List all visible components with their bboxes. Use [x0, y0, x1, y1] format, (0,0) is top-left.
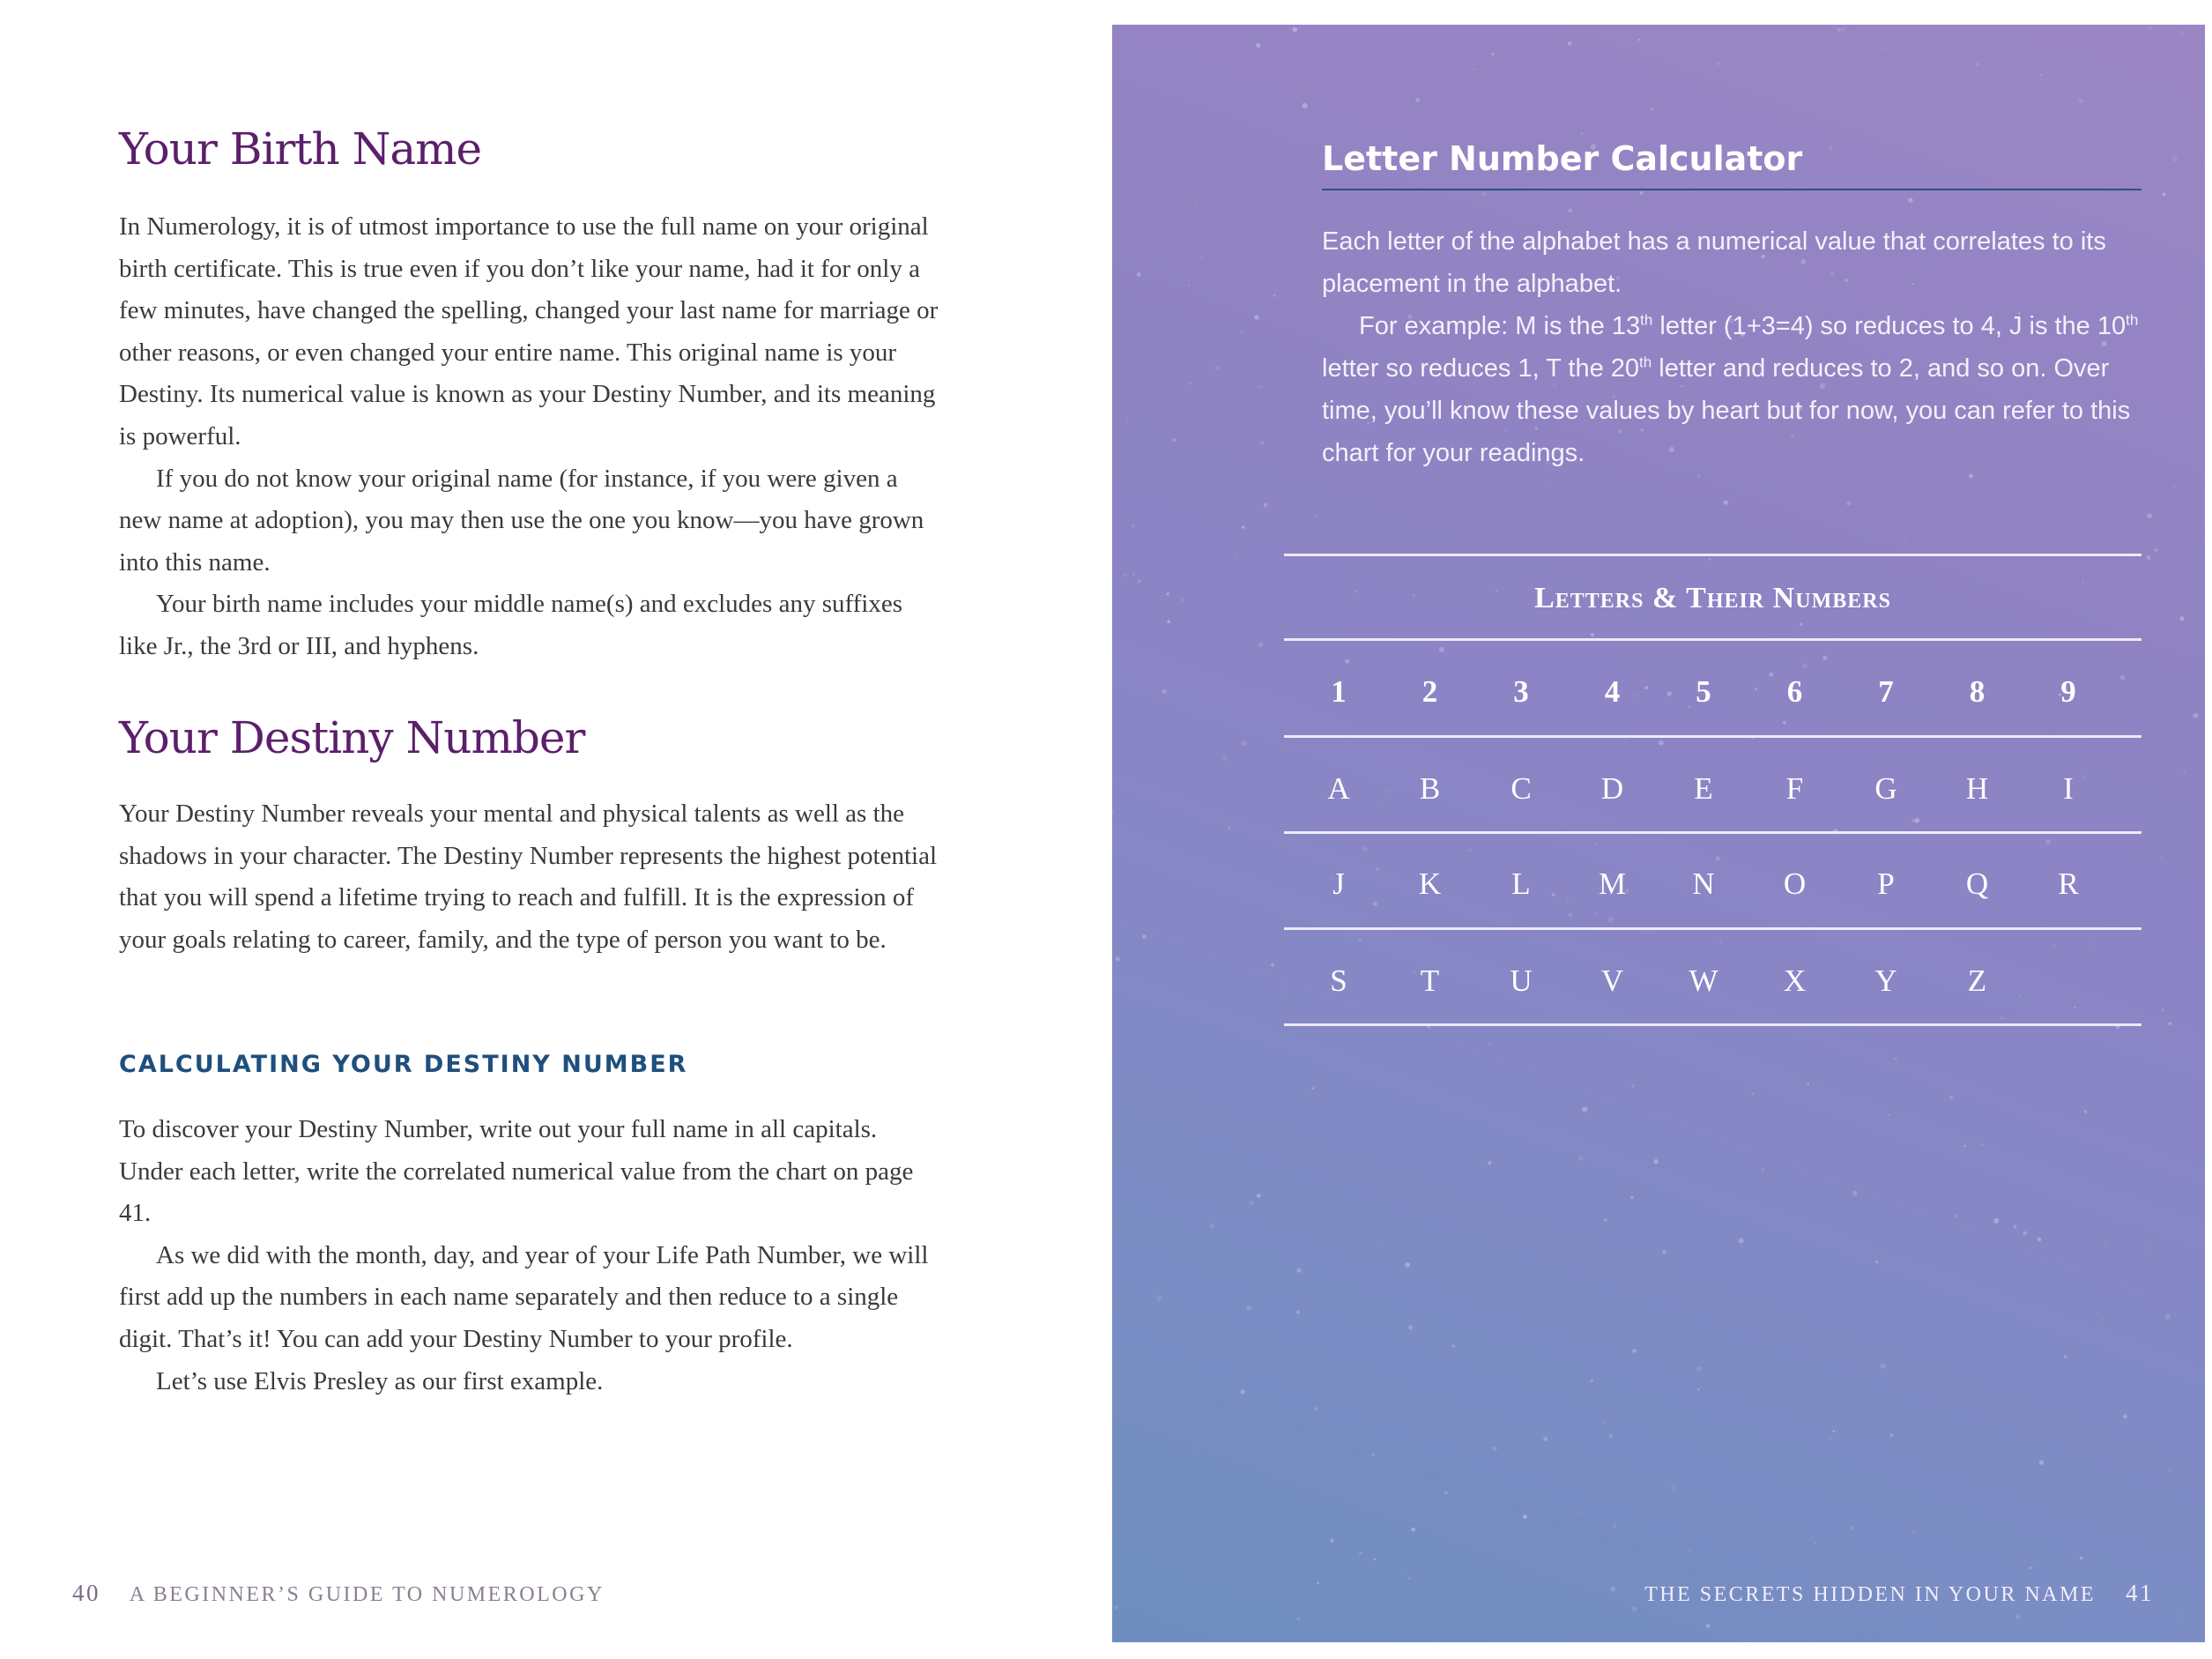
star-dot [1882, 48, 1883, 49]
star-dot [1246, 1306, 1251, 1311]
book-title-folio: A BEGINNER’S GUIDE TO NUMEROLOGY [129, 1583, 605, 1606]
star-dot [1156, 1296, 1162, 1301]
star-dot [1719, 941, 1721, 943]
star-dot [1581, 132, 1583, 134]
star-dot [2080, 1557, 2082, 1559]
star-dot [1258, 643, 1263, 647]
star-dot [2013, 1225, 2016, 1229]
star-dot [2015, 1615, 2020, 1619]
star-dot [1481, 192, 1486, 197]
star-dot [2023, 1231, 2027, 1236]
star-dot [1981, 1144, 1983, 1146]
letter-cell: J [1332, 867, 1345, 901]
star-dot [2064, 1355, 2067, 1358]
number-cell: 4 [1604, 674, 1621, 709]
star-dot [1697, 1388, 1700, 1391]
calculating-body [119, 1109, 943, 1402]
star-dot [1580, 1513, 1582, 1514]
star-dot [1362, 846, 1368, 852]
star-dot [1632, 1606, 1637, 1611]
star-dot [1852, 1191, 1858, 1196]
chart-rule-top [1284, 554, 2141, 556]
letter-row [1284, 858, 2141, 911]
star-dot [1908, 198, 1912, 203]
star-dot [1315, 516, 1317, 517]
star-dot [1591, 633, 1594, 636]
star-dot [1602, 1420, 1606, 1424]
star-dot [1783, 721, 1786, 725]
letter-cell: H [1965, 771, 1989, 806]
calc-paragraph-2: As we did with the month, day, and year of your Life Path Number, we will first add up the numbers in each name separately and then reduce to a single digit. That’s it! You can add your Destiny Number to your profile. [119, 1240, 929, 1353]
star-dot [1976, 63, 1979, 66]
destiny-number-heading: Your Destiny Number [119, 712, 585, 763]
star-dot [1181, 599, 1184, 601]
star-dot [1235, 554, 1236, 556]
star-dot [1444, 1491, 1448, 1494]
star-dot [2084, 1110, 2087, 1112]
star-dot [2168, 1022, 2171, 1025]
letter-cell: N [1692, 867, 1715, 901]
star-dot [1724, 500, 1728, 504]
star-dot [2149, 1247, 2151, 1249]
star-dot [1249, 1201, 1254, 1206]
chart-row-rule [1284, 831, 2141, 834]
star-dot [1228, 826, 1231, 830]
star-dot [1568, 41, 1571, 45]
star-dot [1194, 201, 1196, 203]
star-dot [1822, 656, 1827, 660]
chart-row-rule [1284, 1023, 2141, 1026]
star-dot [1596, 843, 1598, 844]
star-dot [2123, 1414, 2127, 1418]
star-dot [1596, 913, 1598, 915]
star-dot [1659, 740, 1664, 746]
star-dot [1242, 740, 1247, 746]
star-dot [1842, 28, 1845, 31]
right-page-panel [1112, 25, 2205, 1642]
star-dot [1604, 1218, 1607, 1221]
star-dot [1640, 191, 1644, 195]
star-dot [1662, 1250, 1666, 1254]
letter-row [1284, 763, 2141, 815]
star-dot [1911, 820, 1914, 822]
star-dot [1138, 579, 1141, 583]
letter-cell: U [1510, 963, 1533, 998]
birth-name-heading: Your Birth Name [119, 123, 482, 175]
calculator-example-paragraph: For example: M is the 13th letter (1+3=4) so reduces to 4, J is the 10th letter so reduces 1, T the 20th letter and reduces to 2, and so on. Over time, you’ll know these values by heart but for now, you can refer to this chart for your readings. [1322, 311, 2139, 467]
star-dot [1240, 1389, 1244, 1394]
star-dot [2038, 1238, 2041, 1241]
star-dot [1914, 818, 1919, 823]
birth-name-paragraph-1: In Numerology, it is of utmost importance to use the full name on your original birth certificate. This is true even if you don’t like your name, had it for only a few minutes, have changed the spelling, changed your last name for marriage or other reasons, or even changed your entire name. This original name is your Destiny. Its numerical value is known as your Destiny Number, and its meaning is powerful. [119, 212, 939, 450]
star-dot [1317, 1582, 1319, 1585]
star-dot [2160, 856, 2162, 858]
star-dot [1132, 524, 1136, 528]
letter-cell: K [1418, 867, 1442, 901]
star-dot [1403, 1571, 1405, 1573]
star-dot [2163, 192, 2166, 196]
star-dot [1411, 1528, 1415, 1532]
letter-cell: F [1785, 771, 1804, 806]
star-dot [1543, 1437, 1548, 1441]
star-dot [2147, 513, 2152, 518]
star-dot [2179, 616, 2184, 621]
star-dot [1296, 1268, 1301, 1273]
star-dot [1439, 647, 1444, 652]
star-dot [1851, 1527, 1852, 1529]
star-dot [2039, 1460, 2044, 1464]
star-dot [1739, 1239, 1744, 1244]
star-dot [2089, 943, 2090, 945]
letter-cell: S [1330, 963, 1347, 998]
star-dot [1271, 963, 1274, 967]
star-dot [1881, 1364, 1886, 1369]
star-dot [1697, 474, 1700, 477]
star-dot [1491, 53, 1494, 56]
star-dot [1815, 1543, 1816, 1544]
star-dot [1371, 1454, 1375, 1457]
star-dot [1830, 1438, 1832, 1440]
star-dot [1433, 1640, 1435, 1641]
page-number-right: 41 [2126, 1580, 2154, 1606]
star-dot [2147, 555, 2151, 560]
letter-cell: Z [1967, 963, 1987, 998]
star-dot [1215, 366, 1220, 370]
star-dot [1632, 1349, 1636, 1352]
chart-rule-2 [1284, 638, 2141, 641]
star-dot [1778, 645, 1780, 647]
star-dot [1407, 1577, 1411, 1581]
star-dot [2193, 713, 2198, 718]
star-dot [2184, 771, 2186, 773]
star-dot [2172, 156, 2178, 161]
star-dot [1123, 573, 1127, 577]
number-header-row [1284, 666, 2141, 718]
letter-cell: P [1877, 867, 1895, 901]
star-dot [1569, 209, 1572, 212]
star-dot [1523, 1514, 1527, 1519]
star-dot [1296, 1310, 1300, 1313]
star-dot [1260, 441, 1265, 445]
star-dot [1112, 811, 1114, 815]
star-dot [1314, 1407, 1318, 1410]
star-dot [1132, 574, 1134, 576]
star-dot [1717, 63, 1719, 65]
star-dot [1888, 1114, 1889, 1116]
star-dot [2102, 1319, 2104, 1321]
number-cell: 6 [1786, 674, 1803, 709]
right-folio [1644, 1580, 2154, 1607]
number-cell: 2 [1421, 674, 1438, 709]
star-dot [1189, 285, 1191, 286]
star-dot [1954, 1214, 1958, 1218]
letter-cell: E [1694, 771, 1713, 806]
star-dot [1827, 36, 1829, 38]
star-dot [1631, 1084, 1635, 1088]
star-dot [2165, 1314, 2171, 1320]
letter-cell: B [1419, 771, 1441, 806]
birth-name-body [119, 206, 943, 668]
star-dot [1807, 1082, 1810, 1085]
letter-cell: Q [1965, 867, 1989, 901]
calculating-subheading: CALCULATING YOUR DESTINY NUMBER [119, 1051, 688, 1078]
star-dot [2169, 1469, 2171, 1471]
calc-paragraph-3: Let’s use Elvis Presley as our first example. [156, 1366, 604, 1395]
star-dot [1488, 1044, 1490, 1045]
star-dot [1800, 623, 1802, 626]
star-dot [1254, 315, 1258, 319]
star-dot [1492, 1447, 1496, 1451]
star-dot [1312, 1087, 1315, 1090]
star-dot [1638, 39, 1640, 41]
star-dot [1381, 1245, 1383, 1246]
letter-cell: I [2063, 771, 2074, 806]
star-dot [1408, 1325, 1413, 1329]
star-dot [1630, 1196, 1633, 1199]
star-dot [1415, 98, 1420, 102]
star-dot [1608, 917, 1614, 922]
left-folio [72, 1580, 605, 1607]
star-dot [1167, 592, 1169, 595]
star-dot [1590, 1380, 1593, 1383]
star-dot [1114, 1605, 1118, 1610]
letter-number-calculator-title: Letter Number Calculator [1322, 139, 1803, 178]
star-dot [1240, 331, 1243, 333]
calculator-intro [1322, 220, 2150, 474]
letter-cell: R [2058, 867, 2079, 901]
letter-cell: G [1874, 771, 1897, 806]
star-dot [1846, 501, 1851, 505]
star-dot [1706, 1624, 1711, 1628]
number-cell: 8 [1969, 674, 1986, 709]
star-dot [2053, 945, 2056, 948]
star-dot [1200, 257, 1202, 258]
star-dot [2045, 839, 2050, 844]
star-dot [1788, 185, 1790, 187]
letter-cell: X [1783, 963, 1807, 998]
star-dot [1293, 27, 1298, 33]
number-cell: 5 [1696, 674, 1711, 709]
star-dot [1330, 1539, 1333, 1543]
star-dot [1242, 525, 1245, 529]
star-dot [1162, 689, 1167, 694]
star-dot [1345, 659, 1349, 664]
chart-row-rule [1284, 927, 2141, 930]
star-dot [1488, 1161, 1491, 1164]
star-dot [1470, 850, 1472, 852]
star-dot [1196, 1449, 1198, 1451]
number-cell: 7 [1878, 674, 1894, 709]
star-dot [2040, 74, 2042, 76]
chapter-title-folio: THE SECRETS HIDDEN IN YOUR NAME [1644, 1583, 2096, 1606]
star-dot [1609, 1434, 1613, 1438]
number-cell: 1 [1331, 674, 1347, 709]
star-dot [1949, 1096, 1953, 1099]
letter-cell: V [1600, 963, 1624, 998]
star-dot [1913, 1531, 1915, 1533]
star-dot [1256, 43, 1260, 48]
title-underline [1322, 189, 2141, 190]
star-dot [1611, 1587, 1616, 1592]
letter-cell: A [1327, 771, 1350, 806]
star-dot [1829, 147, 1832, 151]
letter-cell: M [1598, 867, 1627, 901]
star-dot [2176, 311, 2178, 313]
star-dot [1578, 1156, 1583, 1160]
star-dot [2179, 1615, 2181, 1618]
letter-row [1284, 955, 2141, 1008]
star-dot [1647, 931, 1649, 933]
page-number-left: 40 [72, 1580, 100, 1606]
star-dot [1222, 756, 1227, 761]
star-dot [2149, 26, 2151, 29]
star-dot [1302, 103, 1307, 108]
star-dot [1264, 503, 1268, 508]
star-dot [1257, 1194, 1260, 1197]
star-dot [1359, 1551, 1362, 1554]
star-dot [1761, 1168, 1764, 1172]
letter-cell: O [1783, 867, 1807, 901]
star-dot [2000, 1016, 2004, 1020]
star-dot [2162, 1008, 2164, 1011]
star-dot [1895, 1058, 1897, 1060]
star-dot [1259, 385, 1263, 389]
star-dot [2104, 1242, 2106, 1244]
star-dot [1142, 934, 1147, 939]
star-dot [1653, 1159, 1658, 1164]
star-dot [1281, 992, 1283, 993]
birth-name-paragraph-2: If you do not know your original name (for instance, if you were given a new name at adoption), you may then use the one you know—you have grown into this name. [119, 464, 924, 577]
star-dot [1890, 1434, 1893, 1437]
star-dot [1751, 1092, 1755, 1096]
destiny-number-body [119, 793, 943, 961]
star-dot [1137, 272, 1141, 277]
star-dot [1296, 1618, 1300, 1621]
star-dot [1651, 108, 1653, 110]
star-dot [1116, 956, 1120, 961]
star-dot [1671, 1485, 1676, 1491]
star-dot [1452, 1344, 1456, 1348]
star-dot [1473, 69, 1474, 71]
star-dot [1374, 1559, 1377, 1561]
number-cell: 9 [2060, 674, 2076, 709]
birth-name-paragraph-3: Your birth name includes your middle name(s) and excludes any suffixes like Jr., the 3rd or III, and hyphens. [119, 590, 903, 660]
star-dot [1358, 938, 1362, 942]
star-dot [1167, 620, 1170, 623]
letter-cell: Y [1874, 963, 1897, 998]
letter-cell: W [1689, 963, 1718, 998]
star-dot [1904, 541, 1905, 543]
number-cell: 3 [1513, 674, 1529, 709]
letters-chart-title: Letters & Their Numbers [1534, 582, 1891, 614]
star-dot [1993, 1218, 1999, 1224]
star-dot [2181, 32, 2183, 33]
star-dot [1582, 1106, 1587, 1112]
star-dot [1273, 294, 1276, 297]
star-dot [2079, 99, 2083, 103]
star-dot [1189, 383, 1191, 384]
chart-row-rule [1284, 735, 2141, 738]
star-dot [1569, 912, 1573, 917]
letter-cell: L [1511, 867, 1531, 901]
star-dot [1696, 1366, 1702, 1372]
star-dot [1546, 483, 1548, 485]
letter-cell: C [1511, 771, 1532, 806]
star-dot [1295, 85, 1297, 86]
star-dot [2174, 486, 2176, 487]
letter-cell: D [1600, 771, 1624, 806]
star-dot [1832, 1430, 1835, 1432]
star-dot [1209, 1224, 1214, 1228]
star-dot [1126, 420, 1128, 422]
star-dot [1405, 1262, 1410, 1268]
star-dot [1837, 28, 1841, 32]
star-dot [1963, 1144, 1966, 1147]
star-dot [2029, 1566, 2032, 1570]
star-dot [1709, 558, 1711, 560]
star-dot [1172, 438, 1176, 442]
letter-cell: T [1420, 963, 1440, 998]
star-dot [1969, 474, 1973, 479]
star-dot [1689, 1550, 1690, 1551]
star-dot [1875, 1261, 1879, 1264]
star-dot [2155, 548, 2158, 552]
calc-paragraph-1: To discover your Destiny Number, write out your full name in all capitals. Under each letter, write the correlated numerical value from the chart on page 41. [119, 1115, 914, 1228]
calculator-paragraph-1: Each letter of the alphabet has a numerical value that correlates to its placement in the alphabet. [1322, 227, 2106, 298]
destiny-paragraph-1: Your Destiny Number reveals your mental and physical talents as well as the shadows in your character. The Destiny Number represents the highest potential that you will spend a lifetime trying to reach and fulfill. It is the expression of your goals relating to career, family, and the type of person you want to be. [119, 800, 938, 954]
star-dot [1613, 1524, 1617, 1529]
